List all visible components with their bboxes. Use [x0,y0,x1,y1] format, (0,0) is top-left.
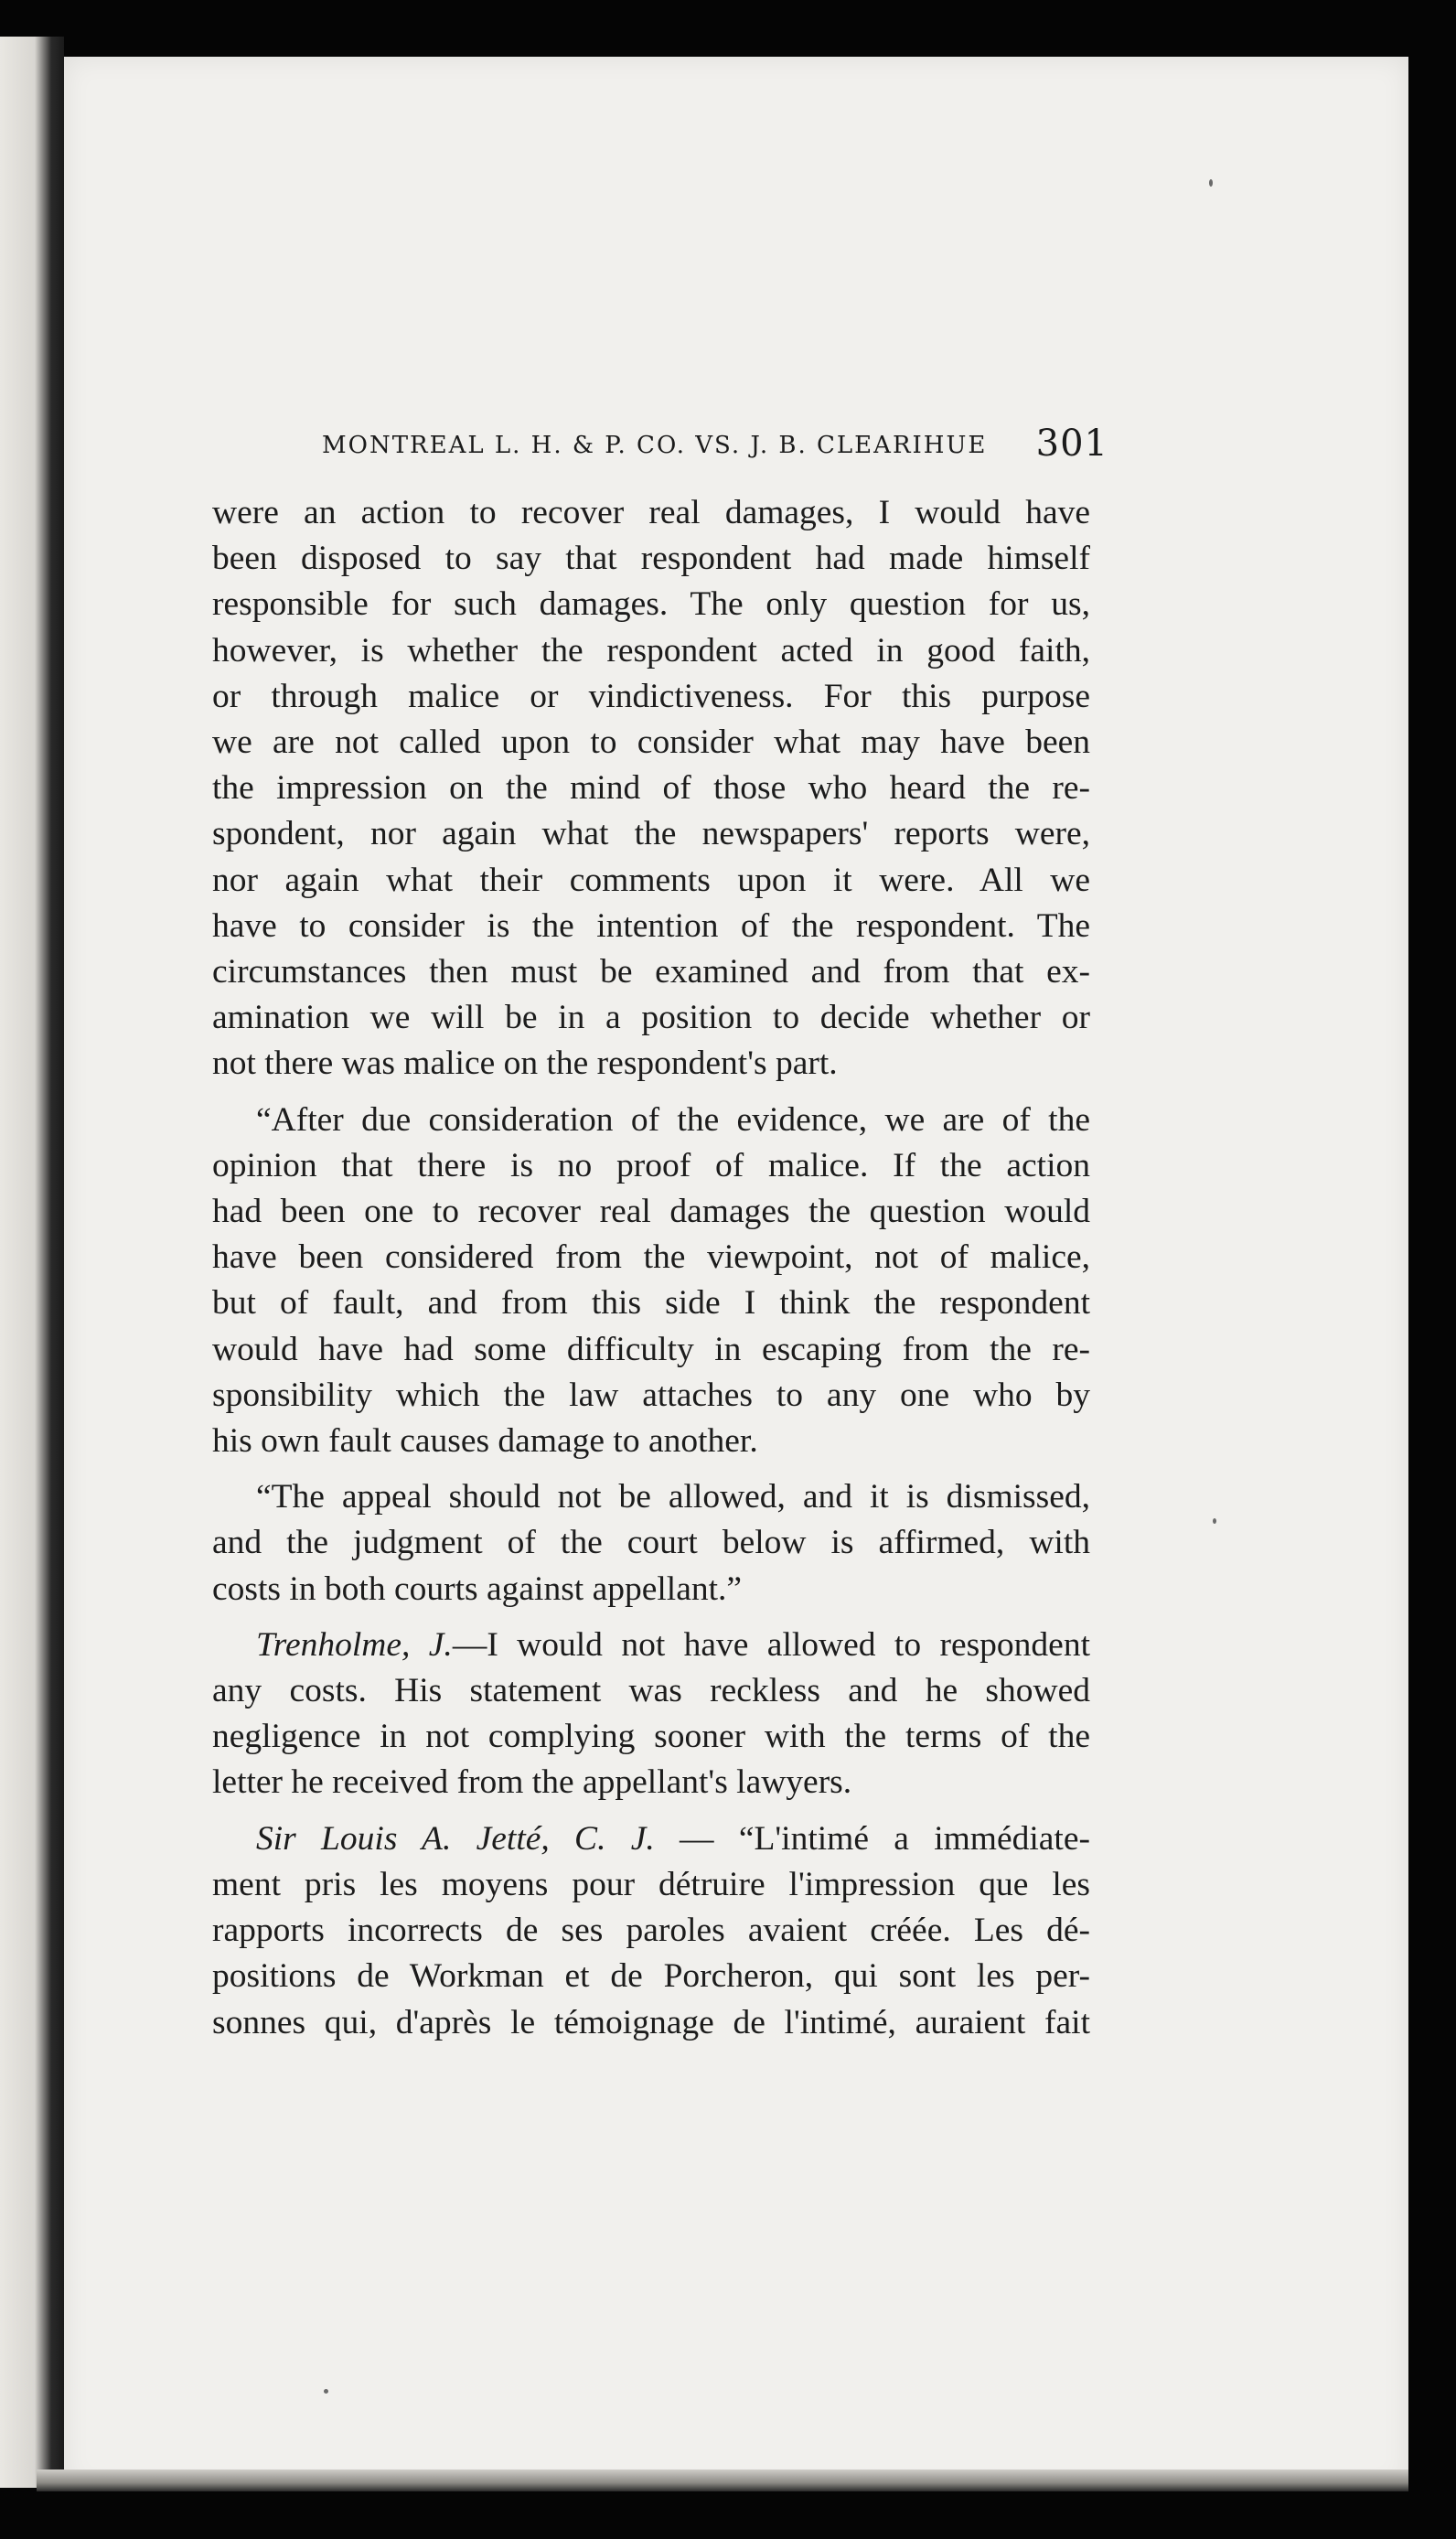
text-line: sponsibility which the law attaches to any one who by [212,1376,1090,1414]
text-line: sonnes qui, d'après le témoignage de l'intimé, auraient fait [212,2003,1090,2041]
text-line: the impression on the mind of those who heard the re- [212,769,1090,808]
paragraph [212,1098,1090,1465]
text-line: circumstances then must be examined and from that ex- [212,953,1090,991]
judge-name: Sir Louis A. Jetté, C. J. [256,1819,655,1858]
text-line: positions de Workman et de Porcheron, qui sont les per- [212,1957,1090,1996]
paragraph [212,1816,1090,2046]
text-line: responsible for such damages. The only question for us, [212,585,1090,624]
text-line: opinion that there is no proof of malice. If the action [212,1146,1090,1184]
text-line: costs in both courts against appellant.” [212,1569,743,1608]
text-line: “The appeal should not be allowed, and it is dismissed, [256,1478,1090,1516]
text-line: however, is whether the respondent acted in good faith, [212,631,1090,670]
text-line [212,1623,1090,1668]
running-head-title: MONTREAL L. H. & P. CO. VS. J. B. CLEARIHUE [322,432,988,459]
page-number: 301 [1035,423,1108,465]
text-line: had been one to recover real damages the question would [212,1193,1090,1231]
paragraph [212,1623,1090,1806]
text-line: have been considered from the viewpoint, not of malice, [212,1238,1090,1277]
text-line: but of fault, and from this side I think the respondent [212,1284,1090,1323]
text-fragment: —I would not have allowed to respondent [452,1625,1090,1664]
text-line: amination we will be in a position to decide whether or [212,999,1090,1037]
text-line: and the judgment of the court below is affirmed, with [212,1524,1090,1562]
judge-name: Trenholme, J. [256,1625,453,1664]
dust-speck [1209,179,1213,187]
text-line: any costs. His statement was reckless and he showed [212,1672,1090,1710]
text-fragment: — “L'intimé a immédiate- [654,1819,1090,1858]
paragraph [212,1474,1090,1612]
body-text [212,490,1090,2056]
text-line: we are not called upon to consider what may have been [212,723,1090,762]
text-line: would have had some difficulty in escaping from the re- [212,1330,1090,1368]
text-line: spondent, nor again what the newspapers' reports were, [212,815,1090,853]
text-line: were an action to recover real damages, I would have [212,494,1090,531]
text-line: have to consider is the intention of the respondent. The [212,906,1090,945]
running-head [258,415,1108,479]
text-line: his own fault causes damage to another. [212,1422,758,1461]
text-line: nor again what their comments upon it were. All we [212,861,1090,899]
paragraph [212,490,1090,1087]
text-line: ment pris les moyens pour détruire l'impression que les [212,1865,1090,1903]
text-line: rapports incorrects de ses paroles avaient créée. Les dé- [212,1912,1090,1950]
dust-speck [324,2389,328,2394]
text-line: been disposed to say that respondent had made himself [212,540,1090,578]
binding-edge [0,37,64,2488]
text-line: or through malice or vindictiveness. For this purpose [212,677,1090,715]
dust-speck [1213,1518,1216,1524]
text-line: “After due consideration of the evidence, we are of the [256,1100,1090,1139]
page-bottom-edge [37,2469,1408,2491]
text-line: negligence in not complying sooner with the terms of the [212,1718,1090,1756]
text-line [212,1816,1090,1862]
text-line: not there was malice on the respondent's part. [212,1045,838,1083]
text-line: letter he received from the appellant's lawyers. [212,1763,852,1802]
